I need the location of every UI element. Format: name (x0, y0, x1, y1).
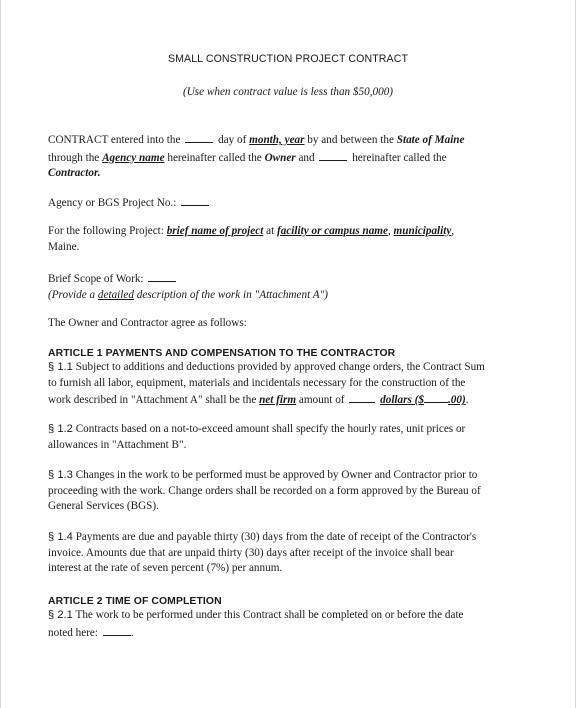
section-text: Changes in the work to be performed must be approved by Owner and Contractor prior to (75, 469, 478, 481)
scope-label: Brief Scope of Work: (48, 273, 144, 285)
section-number: § 2.1 (48, 609, 73, 621)
intro-text: hereinafter called the (167, 151, 262, 164)
section-1-2-line-2: allowances in "Attachment B". (48, 438, 187, 451)
project-paragraph (48, 224, 548, 255)
section-1-1 (48, 360, 548, 409)
intro-text: CONTRACT entered into the (48, 134, 181, 146)
cents-field: .00) (447, 394, 466, 406)
state-of-maine: State of Maine (396, 134, 465, 146)
contractor-name-blank[interactable] (319, 149, 347, 161)
section-number: § 1.4 (48, 531, 73, 543)
document-subtitle: (Use when contract value is less than $50,000) (182, 86, 394, 98)
amount-figures-blank[interactable] (424, 391, 448, 403)
intro-line-2 (48, 149, 548, 167)
section-text: noted here: (48, 626, 99, 639)
section-2-1-line-1 (48, 608, 548, 624)
agree-line: The Owner and Contractor agree as follows: (48, 317, 247, 329)
project-name-field: brief name of project (166, 225, 264, 237)
scope-note (48, 288, 548, 304)
project-comma: , (451, 225, 455, 237)
agency-name-field: Agency name (102, 151, 165, 164)
day-blank[interactable] (185, 131, 213, 143)
document-title: SMALL CONSTRUCTION PROJECT CONTRACT (167, 53, 409, 65)
section-number: § 1.2 (48, 423, 73, 435)
section-1-3 (48, 468, 548, 515)
owner-label: Owner (264, 151, 296, 164)
section-1-3-line-1 (48, 468, 548, 484)
section-1-4 (48, 530, 548, 577)
section-text: . (130, 626, 134, 639)
net-firm-field: net firm (259, 394, 297, 406)
section-1-1-line-3 (48, 391, 548, 409)
scope-note-detailed: detailed (97, 288, 134, 301)
section-1-4-line-2: invoice. Amounts due that are unpaid thirty (30) days after receipt of the invoice shall bear (48, 546, 454, 559)
facility-name-field: facility or campus name (277, 225, 388, 237)
section-1-4-line-3: interest at the rate of seven percent (7%) per annum. (48, 562, 283, 574)
article-2-heading: ARTICLE 2 TIME OF COMPLETION (48, 596, 222, 607)
intro-text: day of (218, 134, 247, 146)
scope-note-text: description of the work in "Attachment A") (136, 288, 329, 301)
intro-text: hereinafter called the (352, 151, 447, 164)
project-at: at (266, 225, 275, 237)
intro-text: through the (48, 151, 100, 164)
municipality-field: municipality (393, 225, 452, 237)
section-text: amount of (298, 394, 345, 406)
section-1-4-line-1 (48, 530, 548, 546)
completion-date-blank[interactable] (103, 624, 131, 636)
scope-note-text: (Provide a (48, 288, 96, 301)
project-number-blank[interactable] (181, 194, 209, 206)
section-number: § 1.1 (48, 361, 73, 373)
section-2-1-line-2 (48, 624, 548, 642)
section-1-3-line-3: General Services (BGS). (48, 500, 159, 512)
section-text: . (465, 394, 469, 406)
section-1-1-line-2: to furnish all labor, equipment, materials and incidentals necessary for the construction of the (48, 376, 466, 389)
project-line-2 (48, 240, 548, 256)
section-1-1-line-1 (48, 360, 548, 376)
contractor-label: Contractor. (48, 167, 101, 179)
project-state: Maine. (48, 240, 80, 253)
section-text: Contracts based on a not-to-exceed amount shall specify the hourly rates, unit prices or (75, 423, 466, 435)
intro-text: and (298, 151, 315, 164)
article-1-heading: ARTICLE 1 PAYMENTS AND COMPENSATION TO THE CONTRACTOR (48, 348, 396, 359)
section-1-2-line-1 (48, 422, 548, 438)
intro-line-1 (48, 131, 548, 149)
intro-text: by and between the (307, 134, 394, 146)
scope-line-1 (48, 270, 548, 288)
project-lead: For the following Project: (48, 225, 164, 237)
intro-line-3 (48, 166, 548, 182)
section-2-1 (48, 608, 548, 641)
section-text: Payments are due and payable thirty (30) days from the date of receipt of the Contractor's (75, 531, 477, 543)
section-1-2 (48, 422, 548, 453)
project-line-1 (48, 224, 548, 240)
section-1-3-line-2: proceeding with the work. Change orders shall be recorded on a form approved by the Bureau of (48, 484, 481, 497)
project-number-label: Agency or BGS Project No.: (48, 197, 177, 209)
scope-blank[interactable] (148, 270, 176, 282)
dollars-field: dollars ($ (380, 394, 424, 406)
project-number-line (48, 194, 548, 212)
amount-words-blank[interactable] (349, 391, 375, 403)
section-text: work described in "Attachment A" shall be the (48, 394, 257, 406)
section-text: The work to be performed under this Contract shall be completed on or before the date (75, 609, 464, 621)
scope-paragraph (48, 270, 548, 303)
intro-paragraph (48, 131, 548, 182)
section-number: § 1.3 (48, 469, 73, 481)
section-text: Subject to additions and deductions provided by approved change orders, the Contract Sum (75, 361, 485, 373)
month-year-field: month, year (249, 134, 305, 146)
page-left-edge (0, 0, 1, 708)
project-comma: , (387, 225, 391, 237)
